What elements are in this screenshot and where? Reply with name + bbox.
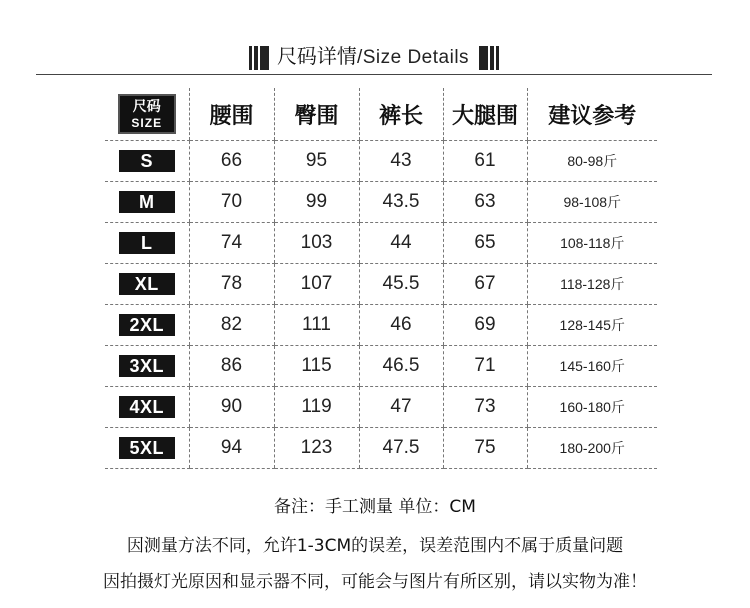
size-cell xyxy=(105,223,189,264)
table-row xyxy=(105,428,657,469)
table-row xyxy=(105,387,657,428)
hip-cell: 99 xyxy=(274,182,359,223)
title-en: Size Details xyxy=(362,47,470,68)
waist-cell: 90 xyxy=(189,387,274,428)
size-header-badge: 尺码 SIZE xyxy=(118,94,176,134)
length-cell: 43.5 xyxy=(359,182,443,223)
column-header: 腰围 xyxy=(189,88,274,141)
size-cell xyxy=(105,305,189,346)
ref-cell: 108-118斤 xyxy=(527,223,657,264)
size-badge: L xyxy=(119,232,175,254)
note-color-difference: 因拍摄灯光原因和显示器不同，可能会与图片有所区别，请以实物为准！ xyxy=(103,572,647,592)
ref-cell: 80-98斤 xyxy=(527,141,657,182)
length-cell: 43 xyxy=(359,141,443,182)
table-row xyxy=(105,141,657,182)
note-measurement: 备注：手工测量 单位：CM xyxy=(274,497,476,517)
length-cell: 46 xyxy=(359,305,443,346)
size-table xyxy=(105,88,657,469)
waist-cell: 78 xyxy=(189,264,274,305)
thigh-cell: 61 xyxy=(443,141,527,182)
thigh-cell: 65 xyxy=(443,223,527,264)
ref-cell: 145-160斤 xyxy=(527,346,657,387)
ref-cell: 160-180斤 xyxy=(527,387,657,428)
thigh-cell: 69 xyxy=(443,305,527,346)
size-cell xyxy=(105,141,189,182)
waist-cell: 94 xyxy=(189,428,274,469)
size-cell xyxy=(105,264,189,305)
title-separator: / xyxy=(356,47,363,68)
waist-cell: 82 xyxy=(189,305,274,346)
size-cell xyxy=(105,428,189,469)
column-header: 臀围 xyxy=(274,88,359,141)
table-row xyxy=(105,264,657,305)
title-cn: 尺码详情 xyxy=(276,44,357,68)
length-cell: 44 xyxy=(359,223,443,264)
thigh-cell: 67 xyxy=(443,264,527,305)
table-row xyxy=(105,305,657,346)
hip-cell: 123 xyxy=(274,428,359,469)
table-row xyxy=(105,182,657,223)
waist-cell: 70 xyxy=(189,182,274,223)
hip-cell: 107 xyxy=(274,264,359,305)
hip-cell: 95 xyxy=(274,141,359,182)
note-tolerance: 因测量方法不同，允许1-3CM的误差，误差范围内不属于质量问题 xyxy=(126,536,624,556)
hip-cell: 103 xyxy=(274,223,359,264)
length-cell: 47 xyxy=(359,387,443,428)
table-row xyxy=(105,223,657,264)
ref-cell: 98-108斤 xyxy=(527,182,657,223)
left-bars-icon xyxy=(249,46,271,70)
hip-cell: 119 xyxy=(274,387,359,428)
thigh-cell: 73 xyxy=(443,387,527,428)
hip-cell: 115 xyxy=(274,346,359,387)
section-title xyxy=(0,42,750,72)
ref-cell: 128-145斤 xyxy=(527,305,657,346)
column-header: 大腿围 xyxy=(443,88,527,141)
header-divider xyxy=(36,74,712,75)
size-badge: 5XL xyxy=(119,437,175,459)
size-cell xyxy=(105,182,189,223)
ref-cell: 180-200斤 xyxy=(527,428,657,469)
column-header: 建议参考 xyxy=(527,88,657,141)
thigh-cell: 63 xyxy=(443,182,527,223)
section-header xyxy=(0,38,750,74)
waist-cell: 66 xyxy=(189,141,274,182)
size-cell xyxy=(105,387,189,428)
column-header: 裤长 xyxy=(359,88,443,141)
size-badge: S xyxy=(119,150,175,172)
right-bars-icon xyxy=(479,46,501,70)
size-badge: 4XL xyxy=(119,396,175,418)
hip-cell: 111 xyxy=(274,305,359,346)
thigh-cell: 71 xyxy=(443,346,527,387)
table-header-row xyxy=(105,88,657,141)
waist-cell: 74 xyxy=(189,223,274,264)
table-row xyxy=(105,346,657,387)
thigh-cell: 75 xyxy=(443,428,527,469)
size-badge: XL xyxy=(119,273,175,295)
size-header-cell xyxy=(105,88,189,141)
size-badge: M xyxy=(119,191,175,213)
length-cell: 45.5 xyxy=(359,264,443,305)
size-badge: 3XL xyxy=(119,355,175,377)
size-cell xyxy=(105,346,189,387)
length-cell: 47.5 xyxy=(359,428,443,469)
length-cell: 46.5 xyxy=(359,346,443,387)
waist-cell: 86 xyxy=(189,346,274,387)
ref-cell: 118-128斤 xyxy=(527,264,657,305)
size-badge: 2XL xyxy=(119,314,175,336)
